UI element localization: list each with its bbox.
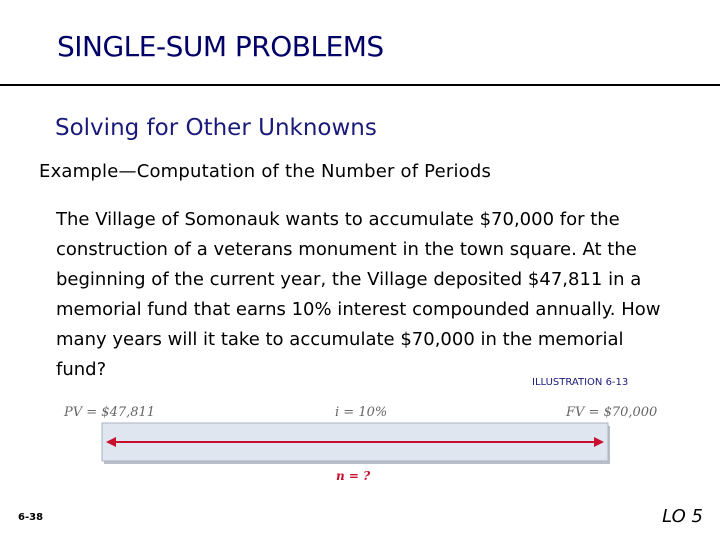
periods-label: n = ? [336, 469, 371, 483]
slide-title: SINGLE-SUM PROBLEMS [57, 30, 384, 63]
timeline-diagram [60, 398, 660, 488]
learning-objective-label: LO 5 [662, 506, 703, 527]
slide-number: 6-38 [18, 512, 44, 523]
example-heading: Example—Computation of the Number of Periods [39, 161, 492, 182]
problem-statement: The Village of Somonauk wants to accumulate $70,000 for the construction of a veterans monument in the town square. At the beginning of the current year, the Village deposited $47,811 in a memorial fund that earns 10% interest compounded annually. How many years will it take to accumulate $70,000 in the memorial fund? [56, 209, 661, 380]
rate-label: i = 10% [335, 405, 388, 420]
pv-label: PV = $47,811 [64, 405, 156, 420]
illustration-label: ILLUSTRATION 6-13 [532, 377, 629, 388]
fv-label: FV = $70,000 [566, 405, 658, 420]
title-divider [0, 84, 720, 86]
slide-subtitle: Solving for Other Unknowns [55, 115, 377, 141]
